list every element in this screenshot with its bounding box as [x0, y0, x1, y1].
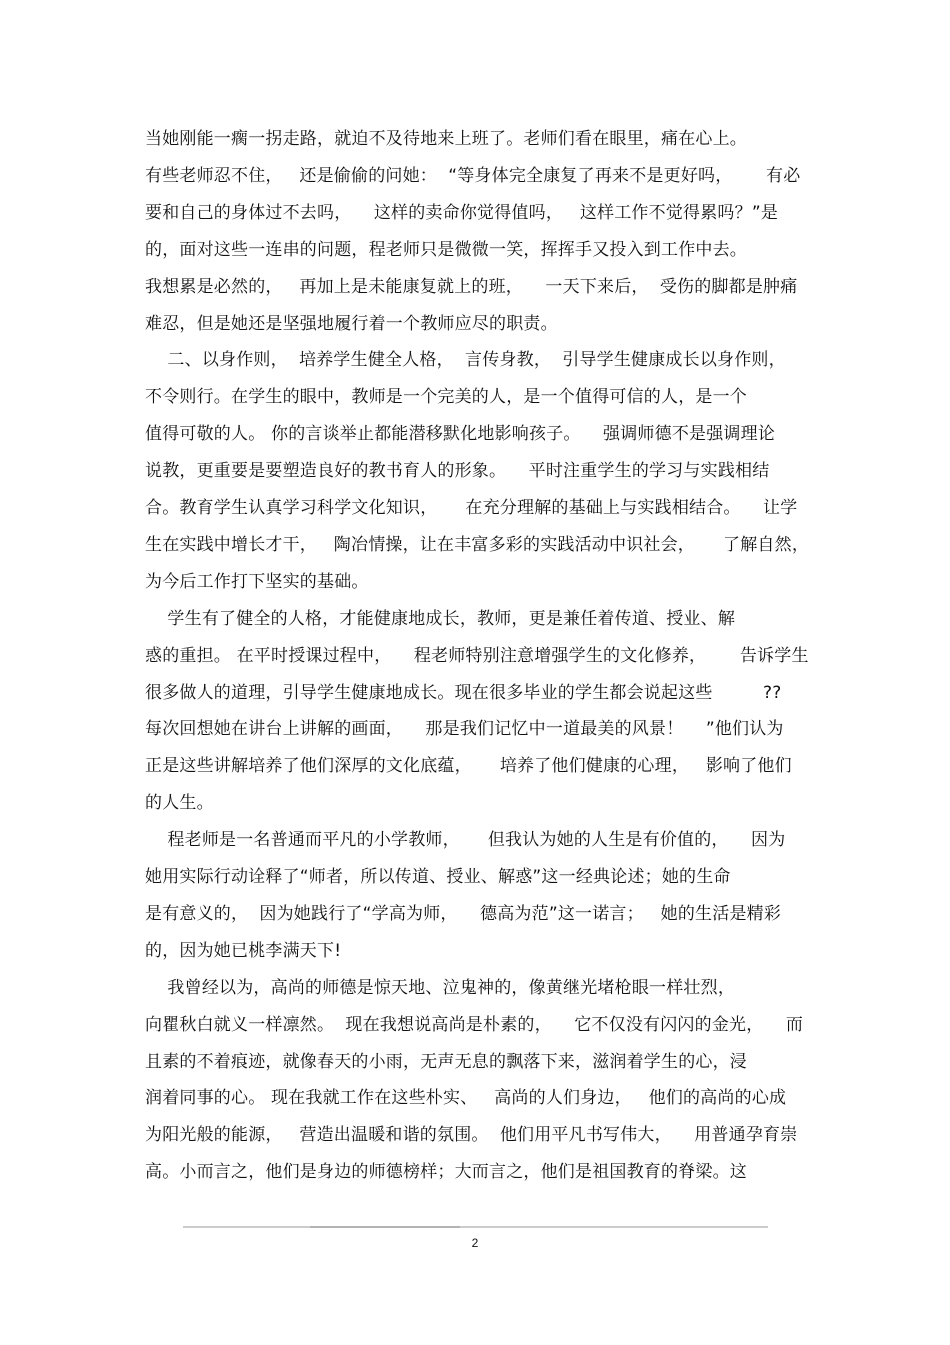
text-line: 二、以身作则， 培养学生健全人格， 言传身教， 引导学生健康成长以身作则，	[145, 350, 786, 370]
text-line: 的人生。	[145, 793, 214, 813]
text-line: 且素的不着痕迹，就像春天的小雨，无声无息的飘落下来，滋润着学生的心，浸	[145, 1052, 747, 1072]
text-line: 学生有了健全的人格，才能健康地成长，教师，更是兼任着传道、授业、解	[145, 609, 736, 629]
text-line: 高。小而言之，他们是身边的师德榜样；大而言之，他们是祖国教育的脊梁。这	[145, 1162, 747, 1182]
text-line: 当她刚能一瘸一拐走路，就迫不及待地来上班了。老师们看在眼里，痛在心上。	[145, 129, 747, 149]
footer-divider	[183, 1226, 768, 1228]
text-line: 难忍，但是她还是坚强地履行着一个教师应尽的职责。	[145, 314, 558, 334]
footer-divider-accent	[310, 1226, 460, 1228]
text-line: 正是这些讲解培养了他们深厚的文化底蕴， 培养了他们健康的心理， 影响了他们	[145, 756, 792, 776]
text-line: 润着同事的心。 现在我就工作在这些朴实、 高尚的人们身边， 他们的高尚的心成	[145, 1088, 787, 1108]
text-line: 我曾经以为，高尚的师德是惊天地、泣鬼神的，像黄继光堵枪眼一样壮烈，	[145, 978, 736, 998]
page-number: 2	[471, 1236, 479, 1250]
text-line: 是有意义的， 因为她践行了“学高为师， 德高为范”这一诺言； 她的生活是精彩	[145, 904, 782, 924]
text-line: 的，面对这些一连串的问题，程老师只是微微一笑，挥挥手又投入到工作中去。	[145, 240, 747, 260]
text-line: 合。教育学生认真学习科学文化知识， 在充分理解的基础上与实践相结合。 让学	[145, 498, 798, 518]
text-line: 程老师是一名普通而平凡的小学教师， 但我认为她的人生是有价值的， 因为	[145, 830, 786, 850]
text-line: 很多做人的道理，引导学生健康地成长。现在很多毕业的学生都会说起这些 ??	[145, 683, 782, 703]
text-line: 每次回想她在讲台上讲解的画面， 那是我们记忆中一道最美的风景！ ”他们认为	[145, 719, 784, 739]
text-line: 不令则行。在学生的眼中，教师是一个完美的人，是一个值得可信的人，是一个	[145, 387, 747, 407]
text-line: 值得可敬的人。 你的言谈举止都能潜移默化地影响孩子。 强调师德不是强调理论	[145, 424, 776, 444]
text-line: 生在实践中增长才干， 陶冶情操，让在丰富多彩的实践活动中识社会， 了解自然，	[145, 535, 810, 555]
text-line: 惑的重担。 在平时授课过程中， 程老师特别注意增强学生的文化修养， 告诉学生	[145, 646, 809, 666]
text-line: 我想累是必然的， 再加上是未能康复就上的班， 一天下来后， 受伤的脚都是肿痛	[145, 277, 798, 297]
text-line: 向瞿秋白就义一样凛然。 现在我想说高尚是朴素的， 它不仅没有闪闪的金光， 而	[145, 1015, 804, 1035]
text-line: 说教，更重要是要塑造良好的教书育人的形象。 平时注重学生的学习与实践相结	[145, 461, 770, 481]
text-line: 她用实际行动诠释了“师者，所以传道、授业、解惑”这一经典论述；她的生命	[145, 867, 731, 887]
text-line: 要和自己的身体过不去吗， 这样的卖命你觉得值吗， 这样工作不觉得累吗？”是	[145, 203, 779, 223]
text-line: 有些老师忍不住， 还是偷偷的问她： “等身体完全康复了再来不是更好吗， 有必	[145, 166, 801, 186]
text-line: 为阳光般的能源， 营造出温暖和谐的氛围。 他们用平凡书写伟大， 用普通孕育崇	[145, 1125, 798, 1145]
text-line: 为今后工作打下坚实的基础。	[145, 572, 369, 592]
text-line: 的，因为她已桃李满天下!	[145, 941, 342, 961]
